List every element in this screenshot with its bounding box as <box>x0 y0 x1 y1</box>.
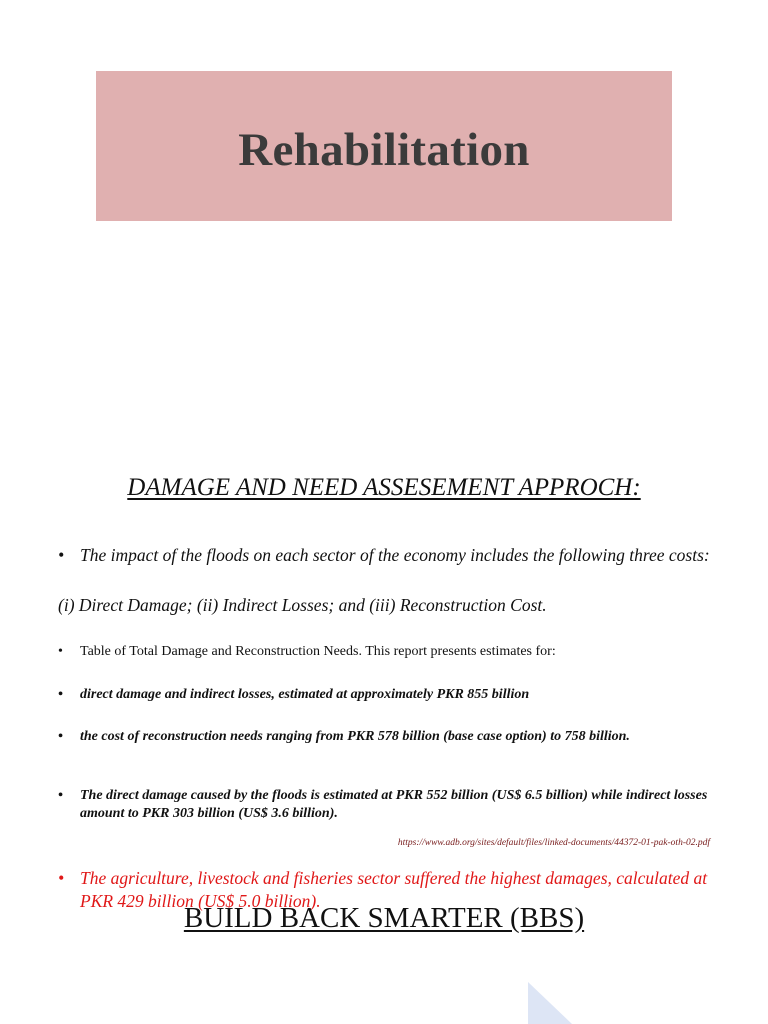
bullet-direct-indirect-losses: • direct damage and indirect losses, estimated at approximately PKR 855 billion <box>58 686 740 704</box>
page-title: Rehabilitation <box>238 124 530 176</box>
title-banner <box>96 71 672 221</box>
cost-types-line: (i) Direct Damage; (ii) Indirect Losses; and (iii) Reconstruction Cost. <box>58 595 547 615</box>
bbs-heading: BUILD BACK SMARTER (BBS) <box>183 902 585 934</box>
bullet-reconstruction-cost: • the cost of reconstruction needs ranging from PKR 578 billion (base case option) to 758 billion. <box>58 728 740 746</box>
decorative-corner-shape <box>528 982 578 1024</box>
bullet-report-table: • Table of Total Damage and Reconstruction Needs. This report presents estimates for: <box>58 643 740 661</box>
section-heading: DAMAGE AND NEED ASSESEMENT APPROCH: <box>127 474 641 501</box>
source-link[interactable]: https://www.adb.org/sites/default/files/linked-documents/44372-01-pak-oth-02.pdf <box>397 838 710 848</box>
bullet-direct-damage: • The direct damage caused by the floods is estimated at PKR 552 billion (US$ 6.5 billion) while indirect losses amount to PKR 303 billion (US$ 3.6 billion). <box>58 787 740 823</box>
bullet-impact-costs: • The impact of the floods on each sector of the economy includes the following three costs: <box>58 544 740 566</box>
bullet-agriculture-damage: • The agriculture, livestock and fisheries sector suffered the highest damages, calculated at PKR 429 billion (US$ 5.0 billion). <box>58 867 740 913</box>
